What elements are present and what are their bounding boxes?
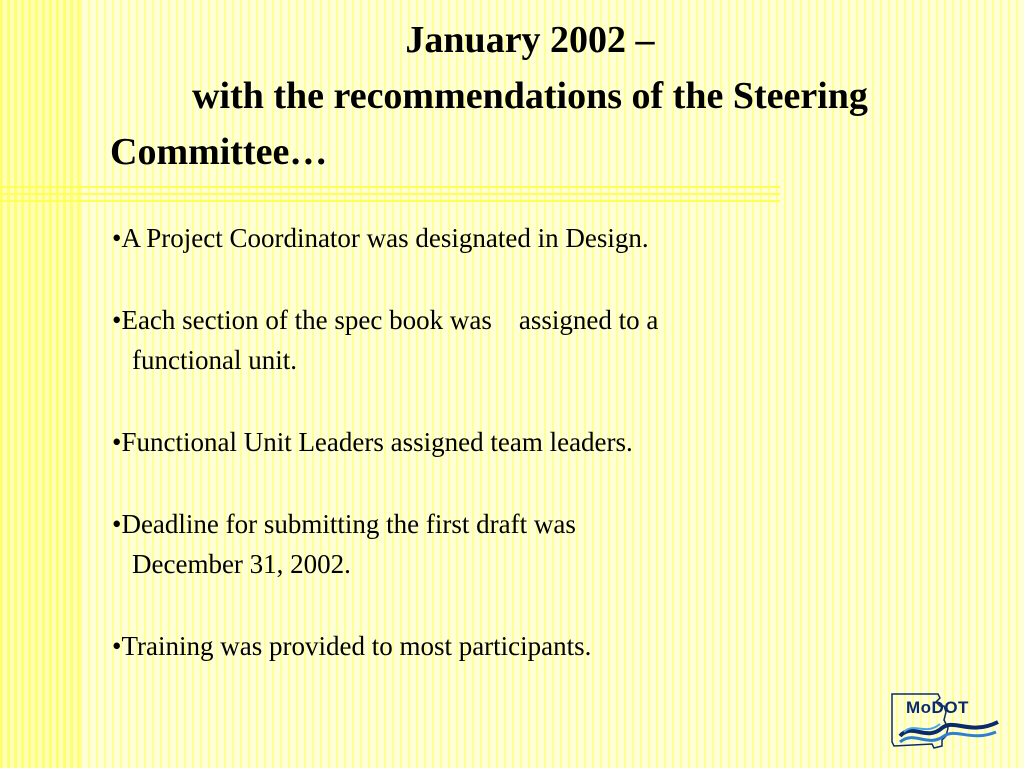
bullet-list bbox=[112, 218, 832, 708]
modot-logo bbox=[886, 692, 1002, 752]
title-divider-rule bbox=[0, 193, 780, 195]
title-line-3: Committee… bbox=[110, 131, 328, 173]
title-line-2: with the recommendations of the Steering bbox=[192, 75, 868, 117]
bullet-item bbox=[112, 300, 832, 380]
title-divider-rule bbox=[0, 186, 780, 188]
title-divider-rule bbox=[0, 200, 780, 202]
left-decorative-band bbox=[0, 0, 80, 768]
title-line-1: January 2002 – bbox=[405, 19, 655, 61]
bullet-text: •Each section of the spec book was assigned to a bbox=[112, 305, 659, 335]
bullet-text-continued: functional unit. bbox=[132, 345, 297, 375]
bullet-item bbox=[112, 218, 832, 258]
bullet-text: •Training was provided to most participants. bbox=[112, 631, 592, 661]
bullet-text: •A Project Coordinator was designated in Design. bbox=[112, 223, 649, 253]
bullet-text: •Deadline for submitting the first draft was bbox=[112, 509, 576, 539]
bullet-item bbox=[112, 504, 832, 584]
slide-title bbox=[110, 12, 950, 180]
bullet-item bbox=[112, 626, 832, 666]
logo-wordmark: MoDOT bbox=[906, 698, 969, 717]
bullet-item bbox=[112, 422, 832, 462]
bullet-text-continued: December 31, 2002. bbox=[132, 549, 351, 579]
bullet-text: •Functional Unit Leaders assigned team leaders. bbox=[112, 427, 633, 457]
